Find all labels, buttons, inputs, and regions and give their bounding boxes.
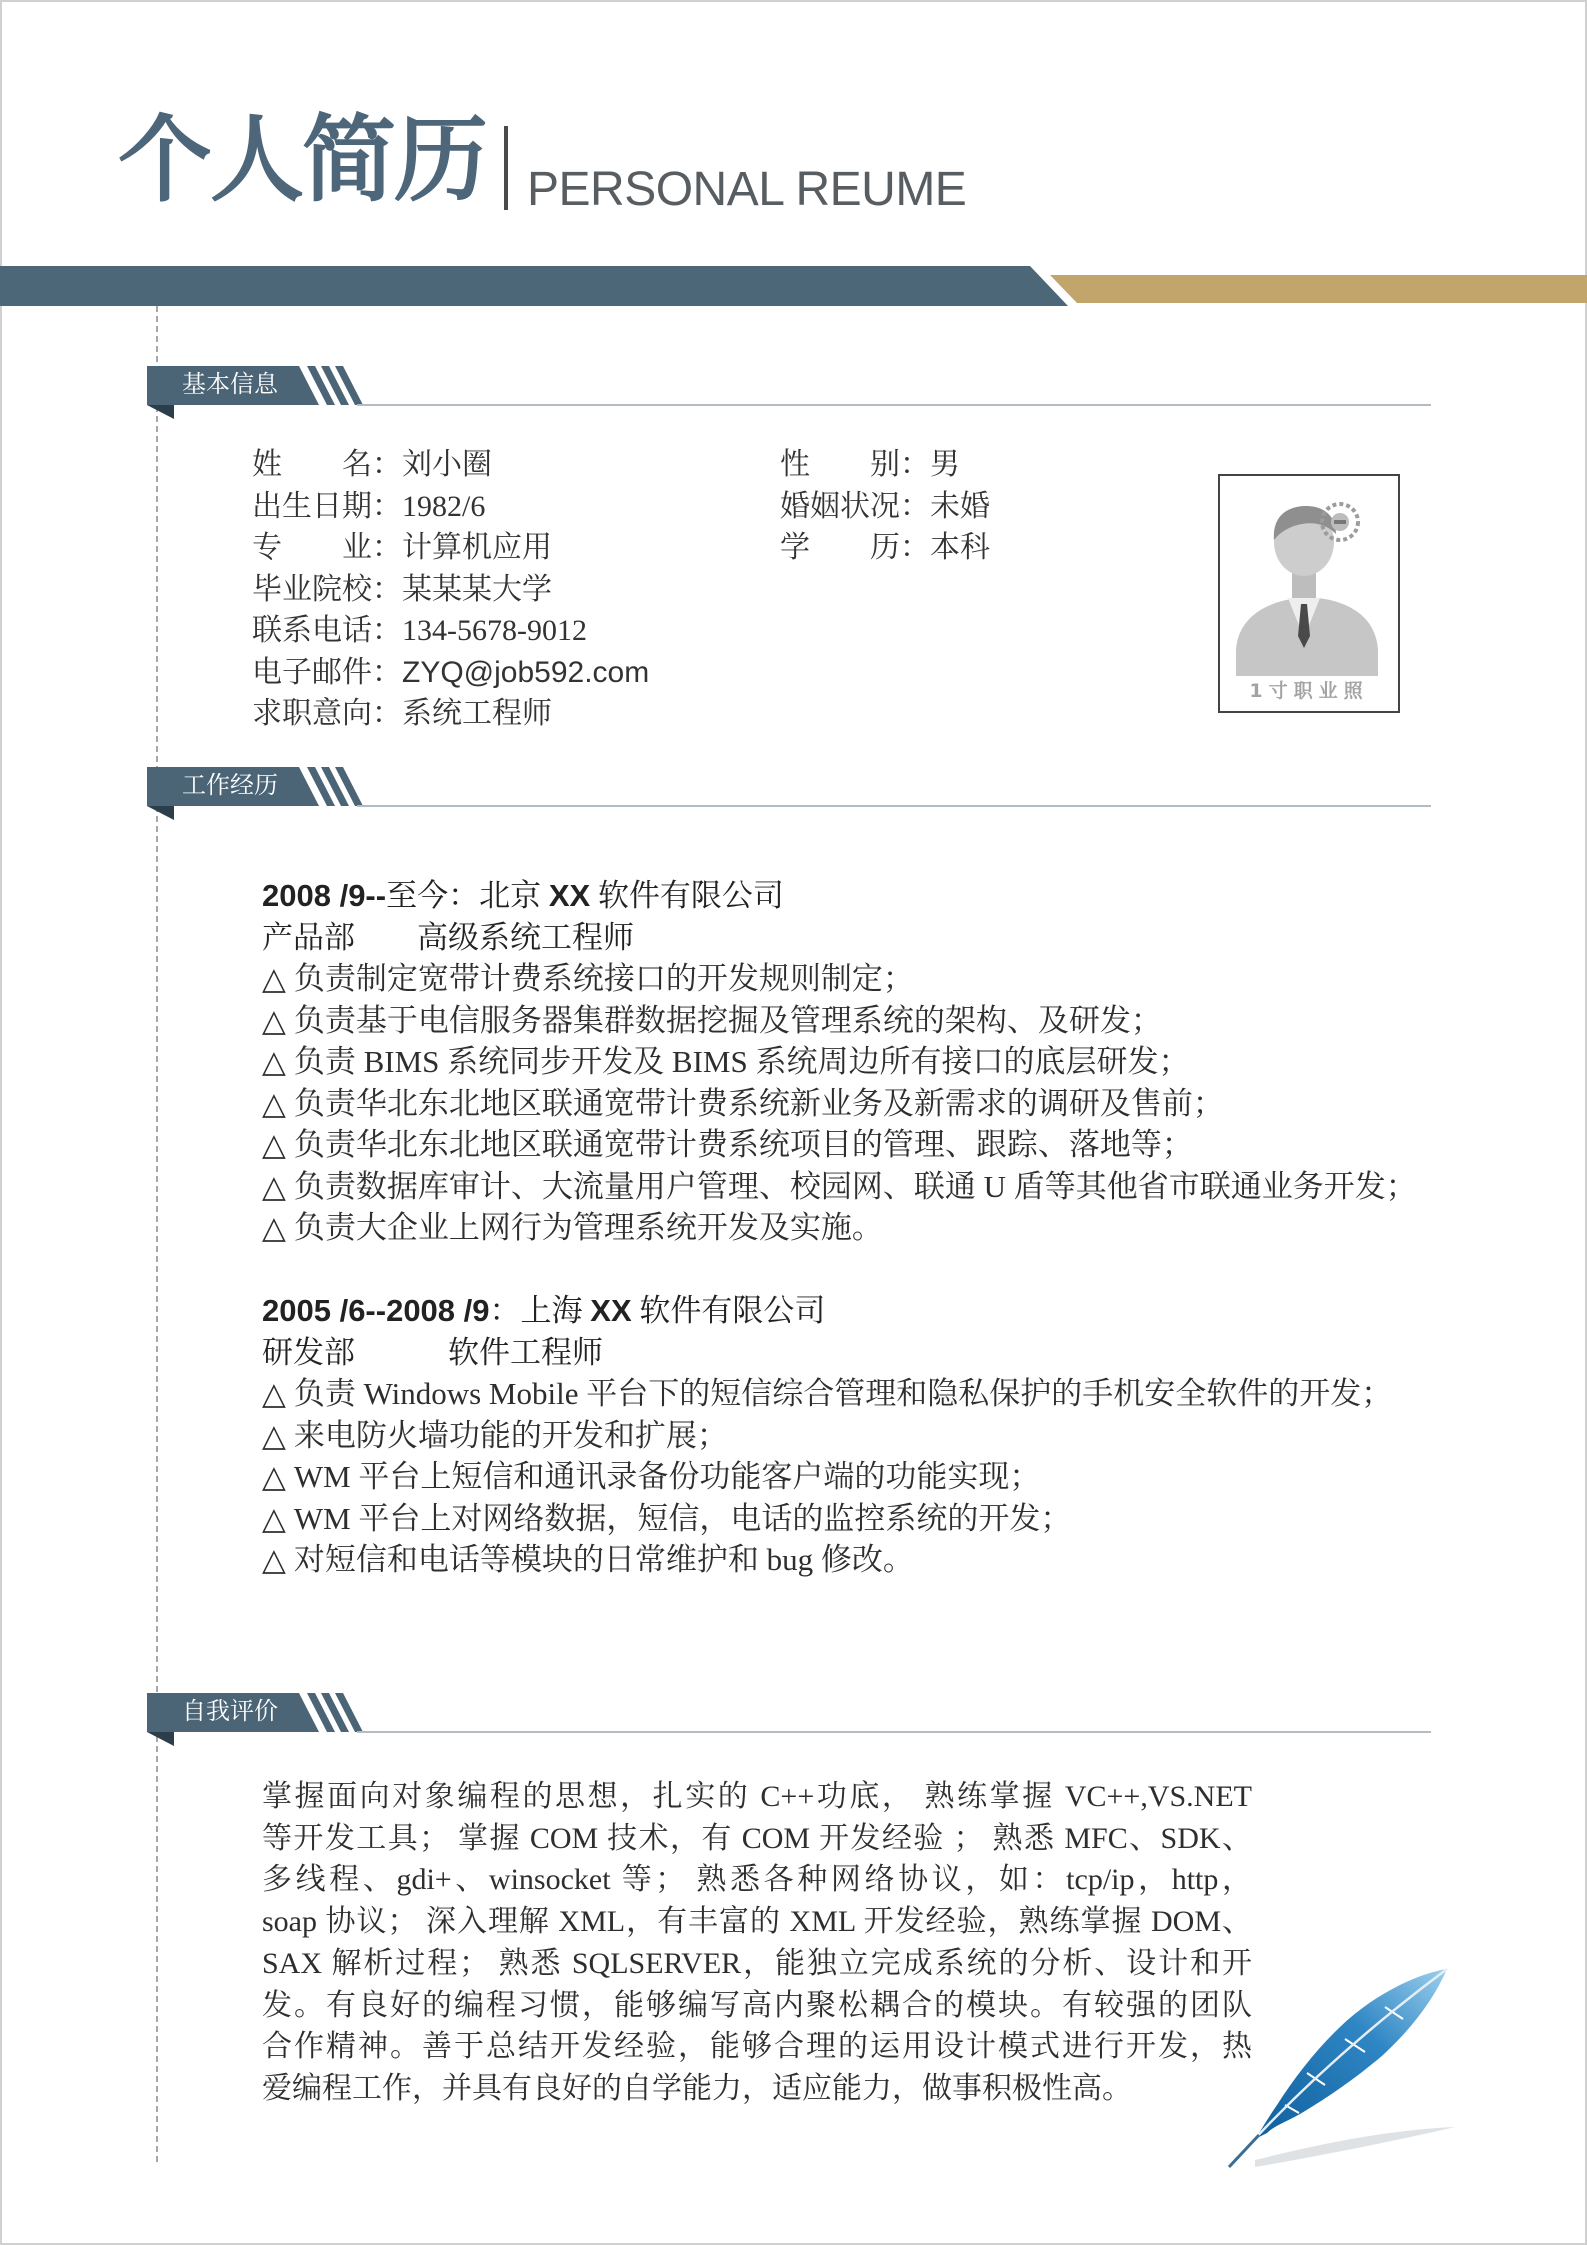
job-heading-emphasis: 2005 /6--2008 /9 xyxy=(262,1293,490,1328)
duty-text: 负责大企业上网行为管理系统开发及实施。 xyxy=(293,1210,883,1245)
section-title: 自我评价 xyxy=(182,1699,278,1725)
title-divider xyxy=(504,126,508,210)
triangle-bullet-icon: △ xyxy=(262,1210,286,1245)
info-value: 本科 xyxy=(930,531,990,564)
self-evaluation-line: 发。有良好的编程习惯，能够编写高内聚松耦合的模块。有较强的团队 xyxy=(262,1988,1252,2022)
section-header-self xyxy=(147,1693,1431,1749)
profile-photo xyxy=(1218,474,1400,713)
duty-text: 负责 BIMS 系统同步开发及 BIMS 系统周边所有接口的底层研发； xyxy=(293,1044,1190,1079)
job-heading-emphasis: XX xyxy=(548,878,591,913)
info-label: 毕业院校： xyxy=(252,572,402,606)
duty-text: 负责数据库审计、大流量用户管理、校园网、联通 U 盾等其他省市联通业务开发； xyxy=(293,1168,1417,1204)
duty-item xyxy=(262,1124,1417,1166)
timeline-dashed-line xyxy=(156,306,158,2162)
duty-text: 负责基于电信服务器集群数据挖掘及管理系统的架构、及研发； xyxy=(293,1002,1162,1038)
duty-text: 负责 Windows Mobile 平台下的短信综合管理和隐私保护的手机安全软件的开发； xyxy=(293,1376,1393,1411)
self-evaluation-line: 合作精神。善于总结开发经验，能够合理的运用设计模式进行开发，热 xyxy=(262,2030,1252,2064)
job-heading-emphasis: 2008 /9-- xyxy=(262,878,387,913)
info-value: 某某某大学 xyxy=(402,572,552,606)
duty-item xyxy=(262,1373,1417,1415)
info-row-objective xyxy=(252,693,649,735)
basic-info-left xyxy=(252,444,649,735)
info-row-education xyxy=(780,527,990,569)
feather-icon xyxy=(1215,1955,1460,2175)
duty-item xyxy=(262,1041,1417,1083)
photo-caption: 1寸职业照 xyxy=(1249,680,1369,702)
section-header-work xyxy=(147,767,1431,823)
triangle-bullet-icon: △ xyxy=(262,1085,286,1121)
duty-text: 负责华北东北地区联通宽带计费系统新业务及新需求的调研及售前； xyxy=(293,1085,1224,1121)
info-value: 134-5678-9012 xyxy=(402,614,587,647)
self-evaluation-paragraph xyxy=(262,1776,1252,2110)
info-label: 专 业： xyxy=(252,531,402,564)
duty-item xyxy=(262,1083,1417,1125)
self-evaluation-line: soap 协议； 深入理解 XML，有丰富的 XML 开发经验，熟练掌握 DOM、 xyxy=(262,1905,1252,1939)
duty-item xyxy=(262,1415,1417,1457)
info-label: 联系电话： xyxy=(252,614,402,647)
info-label: 姓 名： xyxy=(252,448,402,481)
duty-text: 来电防火墙功能的开发和扩展； xyxy=(293,1417,728,1453)
job-position: 研发部 软件工程师 xyxy=(262,1334,603,1370)
duty-text: WM 平台上短信和通讯录备份功能客户端的功能实现； xyxy=(293,1459,1041,1494)
triangle-bullet-icon: △ xyxy=(262,1417,286,1453)
info-row-major xyxy=(252,527,649,569)
info-value: 1982/6 xyxy=(402,489,486,523)
job-entry xyxy=(262,875,1417,1249)
page-subtitle: PERSONAL REUME xyxy=(527,163,967,216)
info-row-gender xyxy=(780,444,990,486)
info-row-phone xyxy=(252,610,649,652)
section-tag-shape xyxy=(147,366,1431,422)
info-value: 未婚 xyxy=(930,489,990,523)
duty-item xyxy=(262,1166,1417,1208)
duty-item xyxy=(262,1207,1417,1249)
section-tag-shape xyxy=(147,767,1431,823)
duty-item xyxy=(262,1498,1417,1540)
job-position: 产品部 高级系统工程师 xyxy=(262,919,634,955)
page-title: 个人简历 xyxy=(118,106,487,215)
triangle-bullet-icon: △ xyxy=(262,1542,286,1577)
job-heading-emphasis: XX xyxy=(590,1293,632,1328)
job-heading xyxy=(262,1290,1417,1332)
section-title: 工作经历 xyxy=(182,773,278,799)
self-evaluation-line: SAX 解析过程； 熟悉 SQLSERVER，能独立完成系统的分析、设计和开 xyxy=(262,1946,1252,1980)
job-heading-text: 至今：北京 xyxy=(386,878,549,913)
duty-text: 负责华北东北地区联通宽带计费系统项目的管理、跟踪、落地等； xyxy=(293,1127,1193,1162)
triangle-bullet-icon: △ xyxy=(262,1376,286,1411)
section-header-basic xyxy=(147,366,1431,422)
info-label: 学 历： xyxy=(780,531,930,564)
self-evaluation-line: 爱编程工作，并具有良好的自学能力，适应能力，做事积极性高。 xyxy=(262,2071,1132,2105)
info-label: 婚姻状况： xyxy=(780,489,930,523)
self-evaluation-line: 掌握面向对象编程的思想，扎实的 C++功底， 熟练掌握 VC++,VS.NET xyxy=(262,1780,1252,1813)
info-value: 计算机应用 xyxy=(402,531,552,564)
triangle-bullet-icon: △ xyxy=(262,1127,286,1162)
duty-text: 负责制定宽带计费系统接口的开发规则制定； xyxy=(293,961,914,996)
triangle-bullet-icon: △ xyxy=(262,1044,286,1079)
info-value: ZYQ@job592.com xyxy=(402,655,650,689)
info-value: 刘小圈 xyxy=(402,448,492,481)
job-entry xyxy=(262,1290,1417,1581)
basic-info-right xyxy=(780,444,990,569)
triangle-bullet-icon: △ xyxy=(262,961,286,996)
job-heading xyxy=(262,875,1417,917)
info-row-school xyxy=(252,569,649,611)
info-value: 系统工程师 xyxy=(402,697,552,730)
info-row-birth xyxy=(252,486,649,528)
job-heading-text: 软件有限公司 xyxy=(590,878,784,913)
info-row-email xyxy=(252,652,649,694)
triangle-bullet-icon: △ xyxy=(262,1002,286,1038)
info-label: 出生日期： xyxy=(252,489,402,523)
section-title: 基本信息 xyxy=(182,372,278,398)
triangle-bullet-icon: △ xyxy=(262,1500,286,1536)
job-heading-text: 软件有限公司 xyxy=(631,1293,826,1328)
info-row-name xyxy=(252,444,649,486)
work-experience-list xyxy=(262,875,1417,1581)
duty-text: 对短信和电话等模块的日常维护和 bug 修改。 xyxy=(293,1542,914,1577)
duty-item xyxy=(262,1539,1417,1581)
section-tag-shape xyxy=(147,1693,1431,1749)
info-label: 性 别： xyxy=(780,448,930,481)
duty-item xyxy=(262,1000,1417,1042)
info-row-marital xyxy=(780,486,990,528)
self-evaluation-line: 多线程、gdi+、winsocket 等； 熟悉各种网络协议，如：tcp/ip，http， xyxy=(262,1863,1252,1897)
job-heading-text: ：上海 xyxy=(489,1293,591,1328)
duty-text: WM 平台上对网络数据，短信，电话的监控系统的开发； xyxy=(293,1500,1072,1536)
header-banner xyxy=(0,262,1587,312)
duty-item xyxy=(262,1456,1417,1498)
info-label: 电子邮件： xyxy=(252,655,402,689)
triangle-bullet-icon: △ xyxy=(262,1168,286,1204)
info-label: 求职意向： xyxy=(252,697,402,730)
duty-item xyxy=(262,958,1417,1000)
info-value: 男 xyxy=(930,448,960,481)
triangle-bullet-icon: △ xyxy=(262,1459,286,1494)
self-evaluation-line: 等开发工具； 掌握 COM 技术，有 COM 开发经验 ； 熟悉 MFC、SDK、 xyxy=(262,1821,1252,1855)
